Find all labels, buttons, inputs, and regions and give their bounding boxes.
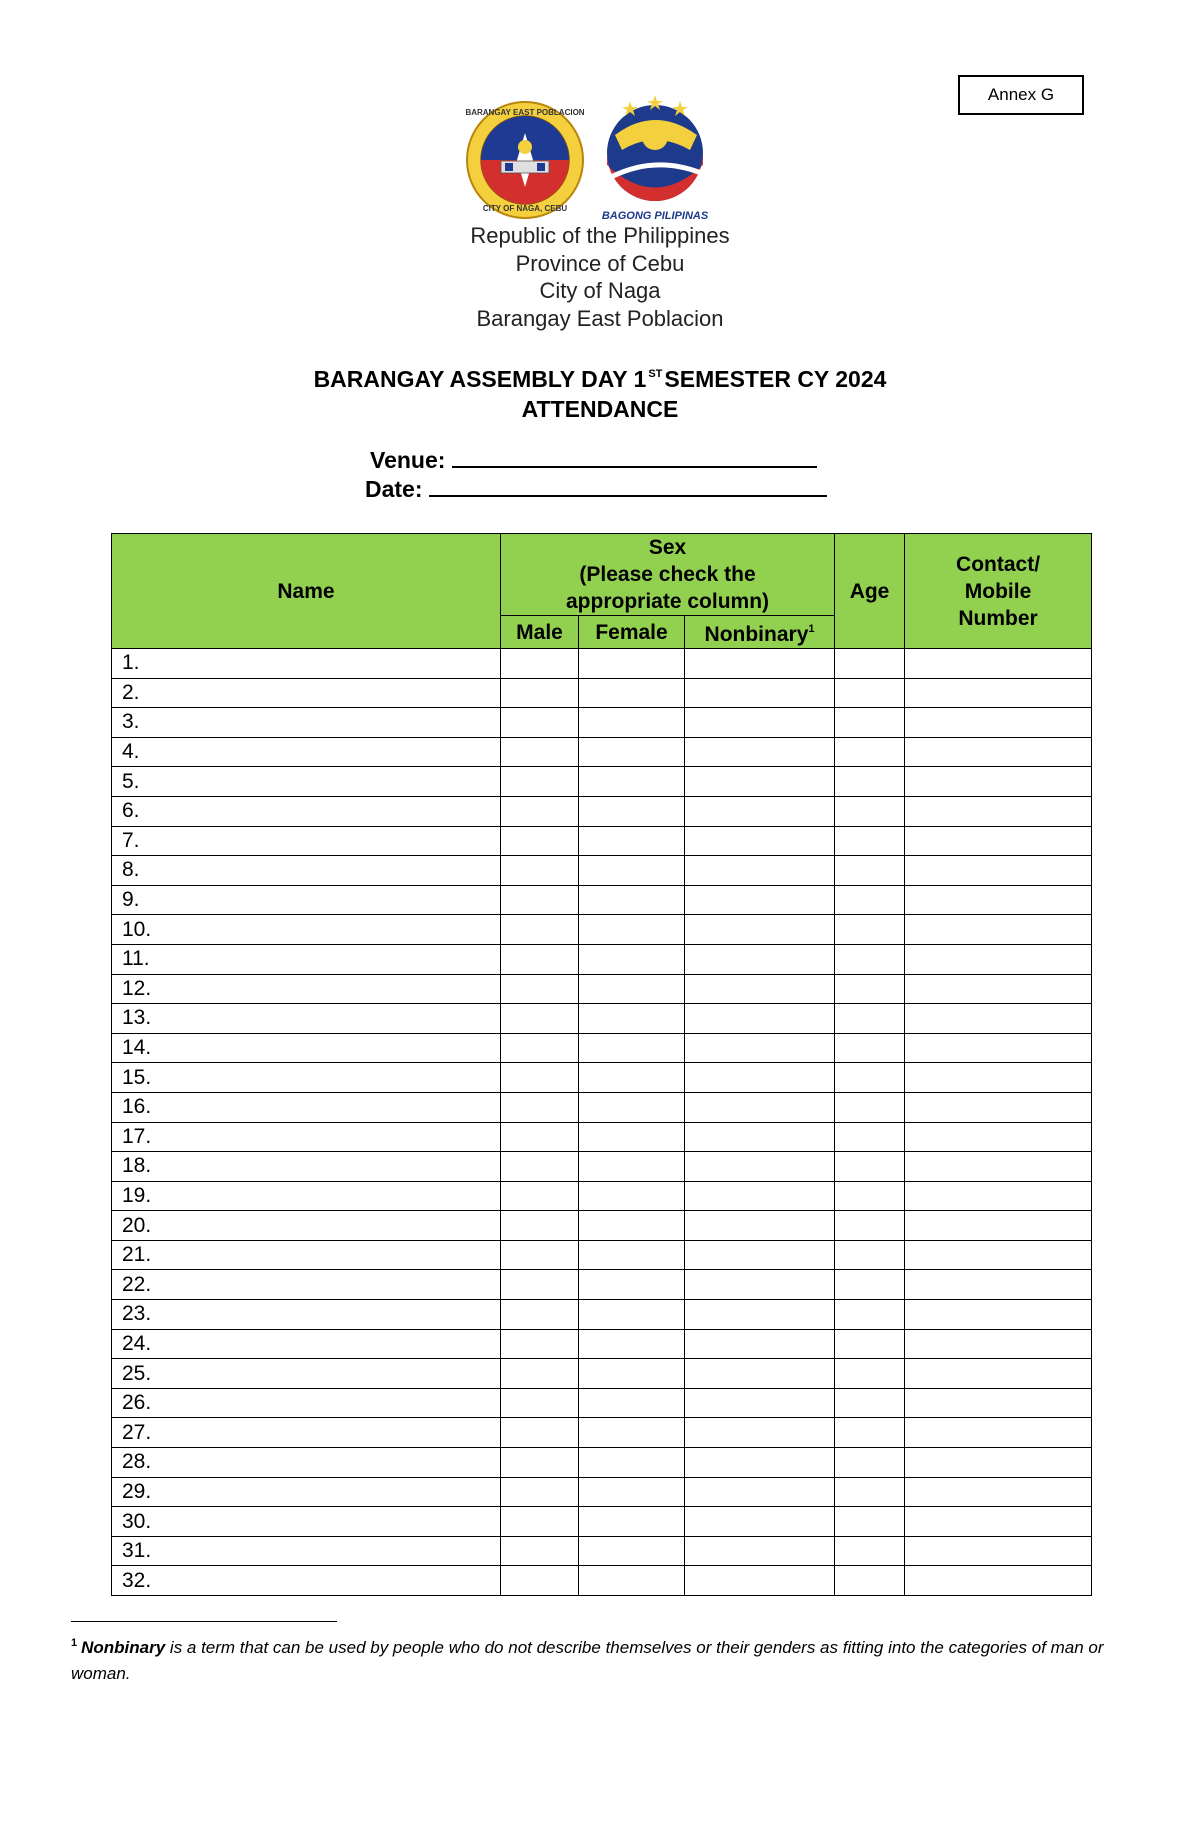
nonbinary-cell[interactable] — [685, 796, 835, 826]
name-cell[interactable]: 27. — [112, 1418, 501, 1448]
age-cell[interactable] — [835, 1566, 905, 1596]
contact-cell[interactable] — [905, 1359, 1092, 1389]
age-cell[interactable] — [835, 915, 905, 945]
contact-cell[interactable] — [905, 1300, 1092, 1330]
contact-cell[interactable] — [905, 1063, 1092, 1093]
age-cell[interactable] — [835, 1152, 905, 1182]
female-cell[interactable] — [579, 1270, 685, 1300]
header-sex-line3: appropriate column) — [566, 590, 770, 613]
female-cell[interactable] — [579, 737, 685, 767]
table-row — [112, 1270, 1092, 1300]
age-cell[interactable] — [835, 1359, 905, 1389]
female-cell[interactable] — [579, 1004, 685, 1034]
female-cell[interactable] — [579, 767, 685, 797]
male-cell[interactable] — [501, 826, 579, 856]
contact-cell[interactable] — [905, 1181, 1092, 1211]
venue-field[interactable] — [370, 446, 817, 474]
title-superscript: ST — [648, 368, 663, 380]
contact-cell[interactable] — [905, 737, 1092, 767]
male-cell[interactable] — [501, 1004, 579, 1034]
male-cell[interactable] — [501, 1240, 579, 1270]
table-row — [112, 1566, 1092, 1596]
table-row — [112, 1240, 1092, 1270]
nonbinary-cell[interactable] — [685, 1566, 835, 1596]
nonbinary-cell[interactable] — [685, 1359, 835, 1389]
contact-cell[interactable] — [905, 649, 1092, 679]
nonbinary-cell[interactable] — [685, 1240, 835, 1270]
table-row — [112, 1004, 1092, 1034]
name-cell[interactable]: 6. — [112, 796, 501, 826]
header-age: Age — [835, 534, 905, 649]
female-cell[interactable] — [579, 1536, 685, 1566]
age-cell[interactable] — [835, 1329, 905, 1359]
seal-text-bottom: CITY OF NAGA, CEBU — [482, 204, 568, 213]
bagong-pilipinas-logo-icon — [602, 95, 709, 222]
contact-cell[interactable] — [905, 1477, 1092, 1507]
header-sex — [501, 534, 835, 616]
table-row — [112, 1033, 1092, 1063]
age-cell[interactable] — [835, 1033, 905, 1063]
nonbinary-cell[interactable] — [685, 1033, 835, 1063]
header-contact-line2: Mobile — [964, 579, 1032, 603]
nonbinary-cell[interactable] — [685, 885, 835, 915]
header-male: Male — [501, 616, 579, 649]
age-cell[interactable] — [835, 1211, 905, 1241]
male-cell[interactable] — [501, 1122, 579, 1152]
female-cell[interactable] — [579, 915, 685, 945]
attendance-table — [111, 533, 1092, 1596]
female-cell[interactable] — [579, 1181, 685, 1211]
table-row — [112, 1359, 1092, 1389]
footnote-separator — [71, 1621, 337, 1622]
male-cell[interactable] — [501, 737, 579, 767]
age-cell[interactable] — [835, 1536, 905, 1566]
table-row — [112, 974, 1092, 1004]
table-row — [112, 1477, 1092, 1507]
table-row — [112, 1211, 1092, 1241]
age-cell[interactable] — [835, 1448, 905, 1478]
contact-cell[interactable] — [905, 1507, 1092, 1537]
name-cell[interactable]: 22. — [112, 1270, 501, 1300]
header-sex-line1: Sex — [648, 536, 687, 559]
nonbinary-cell[interactable] — [685, 974, 835, 1004]
age-cell[interactable] — [835, 1063, 905, 1093]
header-barangay: Barangay East Poblacion — [476, 305, 724, 331]
table-row — [112, 1300, 1092, 1330]
male-cell[interactable] — [501, 944, 579, 974]
contact-cell[interactable] — [905, 1270, 1092, 1300]
contact-cell[interactable] — [905, 767, 1092, 797]
male-cell[interactable] — [501, 1388, 579, 1418]
contact-cell[interactable] — [905, 1536, 1092, 1566]
table-row — [112, 826, 1092, 856]
header-sex-line2: (Please check the — [579, 563, 756, 586]
male-cell[interactable] — [501, 1477, 579, 1507]
header-female: Female — [579, 616, 685, 649]
contact-cell[interactable] — [905, 678, 1092, 708]
nonbinary-cell[interactable] — [685, 944, 835, 974]
male-cell[interactable] — [501, 1536, 579, 1566]
female-cell[interactable] — [579, 1329, 685, 1359]
table-row — [112, 1152, 1092, 1182]
logos — [465, 95, 715, 225]
age-cell[interactable] — [835, 767, 905, 797]
female-cell[interactable] — [579, 1240, 685, 1270]
female-cell[interactable] — [579, 1507, 685, 1537]
table-row — [112, 737, 1092, 767]
name-cell[interactable]: 16. — [112, 1092, 501, 1122]
name-cell[interactable]: 9. — [112, 885, 501, 915]
male-cell[interactable] — [501, 678, 579, 708]
name-cell[interactable]: 5. — [112, 767, 501, 797]
header-contact-line1: Contact/ — [956, 552, 1041, 576]
header-contact-line3: Number — [958, 606, 1038, 630]
name-cell[interactable]: 12. — [112, 974, 501, 1004]
name-cell[interactable]: 21. — [112, 1240, 501, 1270]
name-cell[interactable]: 8. — [112, 856, 501, 886]
female-cell[interactable] — [579, 944, 685, 974]
age-cell[interactable] — [835, 708, 905, 738]
contact-cell[interactable] — [905, 856, 1092, 886]
contact-cell[interactable] — [905, 1448, 1092, 1478]
header-nonbinary-label: Nonbinary — [704, 623, 809, 646]
female-cell[interactable] — [579, 1477, 685, 1507]
female-cell[interactable] — [579, 1448, 685, 1478]
header-contact — [905, 534, 1092, 649]
nonbinary-cell[interactable] — [685, 1329, 835, 1359]
nonbinary-cell[interactable] — [685, 1418, 835, 1448]
contact-cell[interactable] — [905, 974, 1092, 1004]
male-cell[interactable] — [501, 915, 579, 945]
title-part1: BARANGAY ASSEMBLY DAY 1 — [313, 366, 647, 392]
name-cell[interactable]: 29. — [112, 1477, 501, 1507]
logos-graphic — [465, 95, 715, 225]
table-row — [112, 796, 1092, 826]
name-cell[interactable]: 28. — [112, 1448, 501, 1478]
contact-cell[interactable] — [905, 1211, 1092, 1241]
name-cell[interactable]: 10. — [112, 915, 501, 945]
contact-cell[interactable] — [905, 1566, 1092, 1596]
contact-cell[interactable] — [905, 796, 1092, 826]
table-row — [112, 1418, 1092, 1448]
age-cell[interactable] — [835, 1477, 905, 1507]
male-cell[interactable] — [501, 1211, 579, 1241]
male-cell[interactable] — [501, 1270, 579, 1300]
document-title — [0, 359, 1200, 424]
table-row — [112, 1507, 1092, 1537]
name-cell[interactable]: 7. — [112, 826, 501, 856]
nonbinary-cell[interactable] — [685, 1507, 835, 1537]
male-cell[interactable] — [501, 767, 579, 797]
table-row — [112, 1536, 1092, 1566]
age-cell[interactable] — [835, 1270, 905, 1300]
table-row — [112, 1092, 1092, 1122]
male-cell[interactable] — [501, 974, 579, 1004]
age-cell[interactable] — [835, 1092, 905, 1122]
nonbinary-cell[interactable] — [685, 1300, 835, 1330]
male-cell[interactable] — [501, 1418, 579, 1448]
date-blank-line[interactable] — [429, 475, 827, 497]
age-cell[interactable] — [835, 796, 905, 826]
name-cell[interactable]: 14. — [112, 1033, 501, 1063]
table-row — [112, 678, 1092, 708]
male-cell[interactable] — [501, 708, 579, 738]
nonbinary-cell[interactable] — [685, 678, 835, 708]
nonbinary-cell[interactable] — [685, 649, 835, 679]
table-row — [112, 1181, 1092, 1211]
name-cell[interactable]: 20. — [112, 1211, 501, 1241]
name-cell[interactable]: 31. — [112, 1536, 501, 1566]
female-cell[interactable] — [579, 1152, 685, 1182]
age-cell[interactable] — [835, 1418, 905, 1448]
nonbinary-cell[interactable] — [685, 708, 835, 738]
name-cell[interactable]: 30. — [112, 1507, 501, 1537]
header-nonbinary-mark: 1 — [808, 623, 815, 635]
name-cell[interactable]: 24. — [112, 1329, 501, 1359]
contact-cell[interactable] — [905, 1033, 1092, 1063]
contact-cell[interactable] — [905, 1152, 1092, 1182]
name-cell[interactable]: 4. — [112, 737, 501, 767]
female-cell[interactable] — [579, 1033, 685, 1063]
contact-cell[interactable] — [905, 885, 1092, 915]
female-cell[interactable] — [579, 856, 685, 886]
name-cell[interactable]: 3. — [112, 708, 501, 738]
age-cell[interactable] — [835, 1240, 905, 1270]
male-cell[interactable] — [501, 1092, 579, 1122]
table-row — [112, 1122, 1092, 1152]
table-row — [112, 708, 1092, 738]
contact-cell[interactable] — [905, 1092, 1092, 1122]
male-cell[interactable] — [501, 1359, 579, 1389]
age-cell[interactable] — [835, 678, 905, 708]
nonbinary-cell[interactable] — [685, 1063, 835, 1093]
nonbinary-cell[interactable] — [685, 1448, 835, 1478]
barangay-seal-icon — [465, 102, 584, 218]
female-cell[interactable] — [579, 1211, 685, 1241]
female-cell[interactable] — [579, 678, 685, 708]
table-row — [112, 1448, 1092, 1478]
nonbinary-cell[interactable] — [685, 737, 835, 767]
contact-cell[interactable] — [905, 915, 1092, 945]
age-cell[interactable] — [835, 1004, 905, 1034]
nonbinary-cell[interactable] — [685, 1388, 835, 1418]
female-cell[interactable] — [579, 1092, 685, 1122]
male-cell[interactable] — [501, 1507, 579, 1537]
venue-blank-line[interactable] — [452, 446, 817, 468]
contact-cell[interactable] — [905, 1122, 1092, 1152]
header-province: Province of Cebu — [515, 250, 685, 276]
contact-cell[interactable] — [905, 826, 1092, 856]
nonbinary-cell[interactable] — [685, 767, 835, 797]
bagong-pilipinas-text: BAGONG PILIPINAS — [601, 210, 709, 222]
male-cell[interactable] — [501, 1300, 579, 1330]
male-cell[interactable] — [501, 1063, 579, 1093]
seal-text-top: BARANGAY EAST POBLACION — [465, 108, 585, 117]
name-cell[interactable]: 11. — [112, 944, 501, 974]
footnote-mark: 1 — [71, 1637, 78, 1649]
male-cell[interactable] — [501, 649, 579, 679]
age-cell[interactable] — [835, 826, 905, 856]
nonbinary-cell[interactable] — [685, 826, 835, 856]
female-cell[interactable] — [579, 649, 685, 679]
age-cell[interactable] — [835, 1122, 905, 1152]
contact-cell[interactable] — [905, 944, 1092, 974]
age-cell[interactable] — [835, 1300, 905, 1330]
nonbinary-cell[interactable] — [685, 1270, 835, 1300]
header-nonbinary — [685, 616, 835, 649]
name-cell[interactable]: 17. — [112, 1122, 501, 1152]
female-cell[interactable] — [579, 885, 685, 915]
table-row — [112, 915, 1092, 945]
title-line2: ATTENDANCE — [521, 396, 679, 422]
male-cell[interactable] — [501, 1152, 579, 1182]
header-city: City of Naga — [539, 278, 661, 303]
title-part2: SEMESTER CY 2024 — [664, 366, 887, 392]
name-cell[interactable]: 32. — [112, 1566, 501, 1596]
header-name: Name — [112, 534, 501, 649]
name-cell[interactable]: 18. — [112, 1152, 501, 1182]
age-cell[interactable] — [835, 856, 905, 886]
nonbinary-cell[interactable] — [685, 1152, 835, 1182]
contact-cell[interactable] — [905, 708, 1092, 738]
nonbinary-cell[interactable] — [685, 1536, 835, 1566]
table-row — [112, 1329, 1092, 1359]
header-republic: Republic of the Philippines — [470, 223, 730, 248]
contact-cell[interactable] — [905, 1418, 1092, 1448]
annex-label: Annex G — [958, 75, 1084, 115]
table-row — [112, 1063, 1092, 1093]
male-cell[interactable] — [501, 1448, 579, 1478]
female-cell[interactable] — [579, 1300, 685, 1330]
age-cell[interactable] — [835, 1181, 905, 1211]
table-row — [112, 885, 1092, 915]
female-cell[interactable] — [579, 1418, 685, 1448]
female-cell[interactable] — [579, 708, 685, 738]
contact-cell[interactable] — [905, 1004, 1092, 1034]
age-cell[interactable] — [835, 737, 905, 767]
name-cell[interactable]: 15. — [112, 1063, 501, 1093]
nonbinary-cell[interactable] — [685, 1122, 835, 1152]
nonbinary-cell[interactable] — [685, 1211, 835, 1241]
male-cell[interactable] — [501, 796, 579, 826]
female-cell[interactable] — [579, 1566, 685, 1596]
name-cell[interactable]: 19. — [112, 1181, 501, 1211]
footnote-text: is a term that can be used by people who do not describe themselves or their genders as fitting into the categories of man or woman. — [71, 1638, 1104, 1683]
male-cell[interactable] — [501, 856, 579, 886]
name-cell[interactable]: 13. — [112, 1004, 501, 1034]
nonbinary-cell[interactable] — [685, 1092, 835, 1122]
name-cell[interactable]: 25. — [112, 1359, 501, 1389]
age-cell[interactable] — [835, 944, 905, 974]
female-cell[interactable] — [579, 826, 685, 856]
male-cell[interactable] — [501, 1566, 579, 1596]
date-label: Date: — [365, 476, 423, 502]
female-cell[interactable] — [579, 796, 685, 826]
male-cell[interactable] — [501, 885, 579, 915]
name-cell[interactable]: 2. — [112, 678, 501, 708]
nonbinary-cell[interactable] — [685, 915, 835, 945]
nonbinary-cell[interactable] — [685, 856, 835, 886]
nonbinary-cell[interactable] — [685, 1004, 835, 1034]
female-cell[interactable] — [579, 1359, 685, 1389]
venue-label: Venue: — [370, 447, 446, 473]
name-cell[interactable]: 26. — [112, 1388, 501, 1418]
female-cell[interactable] — [579, 1122, 685, 1152]
table-row — [112, 944, 1092, 974]
name-cell[interactable]: 1. — [112, 649, 501, 679]
age-cell[interactable] — [835, 1507, 905, 1537]
footnote-term: Nonbinary — [81, 1638, 166, 1657]
date-field[interactable] — [365, 475, 827, 503]
female-cell[interactable] — [579, 974, 685, 1004]
attendance-rows — [112, 649, 1092, 1596]
male-cell[interactable] — [501, 1181, 579, 1211]
table-row — [112, 649, 1092, 679]
nonbinary-cell[interactable] — [685, 1181, 835, 1211]
contact-cell[interactable] — [905, 1388, 1092, 1418]
male-cell[interactable] — [501, 1329, 579, 1359]
header-lines — [0, 222, 1200, 332]
table-row — [112, 767, 1092, 797]
nonbinary-cell[interactable] — [685, 1477, 835, 1507]
female-cell[interactable] — [579, 1388, 685, 1418]
female-cell[interactable] — [579, 1063, 685, 1093]
male-cell[interactable] — [501, 1033, 579, 1063]
table-row — [112, 1388, 1092, 1418]
age-cell[interactable] — [835, 974, 905, 1004]
table-row — [112, 856, 1092, 886]
footnote — [71, 1630, 1141, 1687]
name-cell[interactable]: 23. — [112, 1300, 501, 1330]
contact-cell[interactable] — [905, 1240, 1092, 1270]
age-cell[interactable] — [835, 885, 905, 915]
age-cell[interactable] — [835, 1388, 905, 1418]
contact-cell[interactable] — [905, 1329, 1092, 1359]
age-cell[interactable] — [835, 649, 905, 679]
